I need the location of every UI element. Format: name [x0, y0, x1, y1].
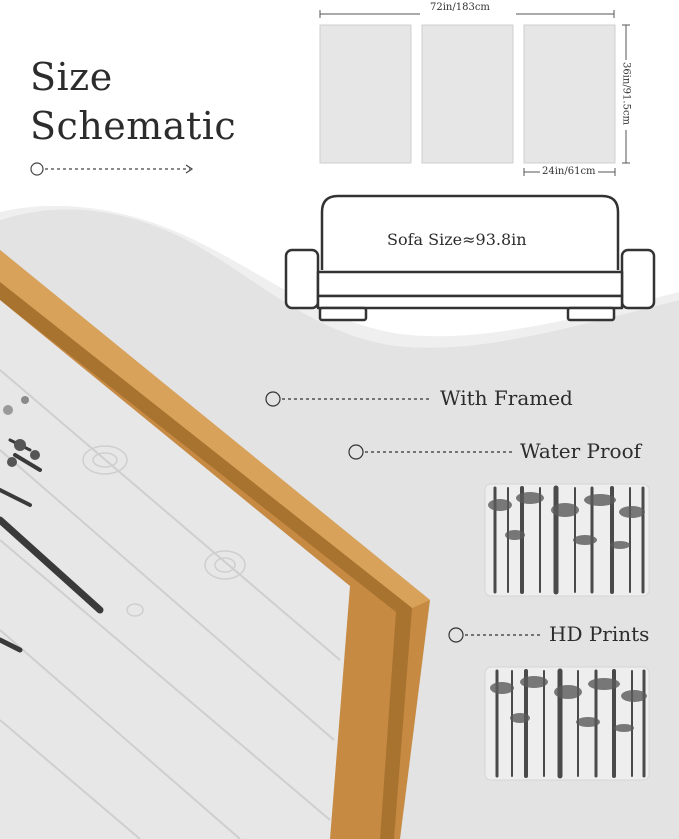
feature-with-framed: With Framed [440, 386, 573, 410]
feature-hd-prints: HD Prints [549, 622, 650, 646]
forest-thumbnail-1 [485, 484, 649, 596]
feature-water-proof: Water Proof [520, 439, 642, 463]
sofa-outline [286, 196, 654, 320]
panel-left [320, 25, 411, 163]
title-line-2: Schematic [30, 104, 237, 148]
total-width-label: 72in/183cm [430, 2, 490, 13]
sofa-size-label: Sofa Size≈93.8in [387, 230, 527, 249]
panel-right [524, 25, 615, 163]
title-line-1: Size [30, 55, 113, 99]
panel-middle [422, 25, 513, 163]
height-label: 36in/91.5cm [620, 61, 632, 126]
panel-width-label: 24in/61cm [542, 166, 596, 177]
title-pointer [31, 163, 192, 175]
forest-thumbnail-2 [485, 667, 649, 780]
